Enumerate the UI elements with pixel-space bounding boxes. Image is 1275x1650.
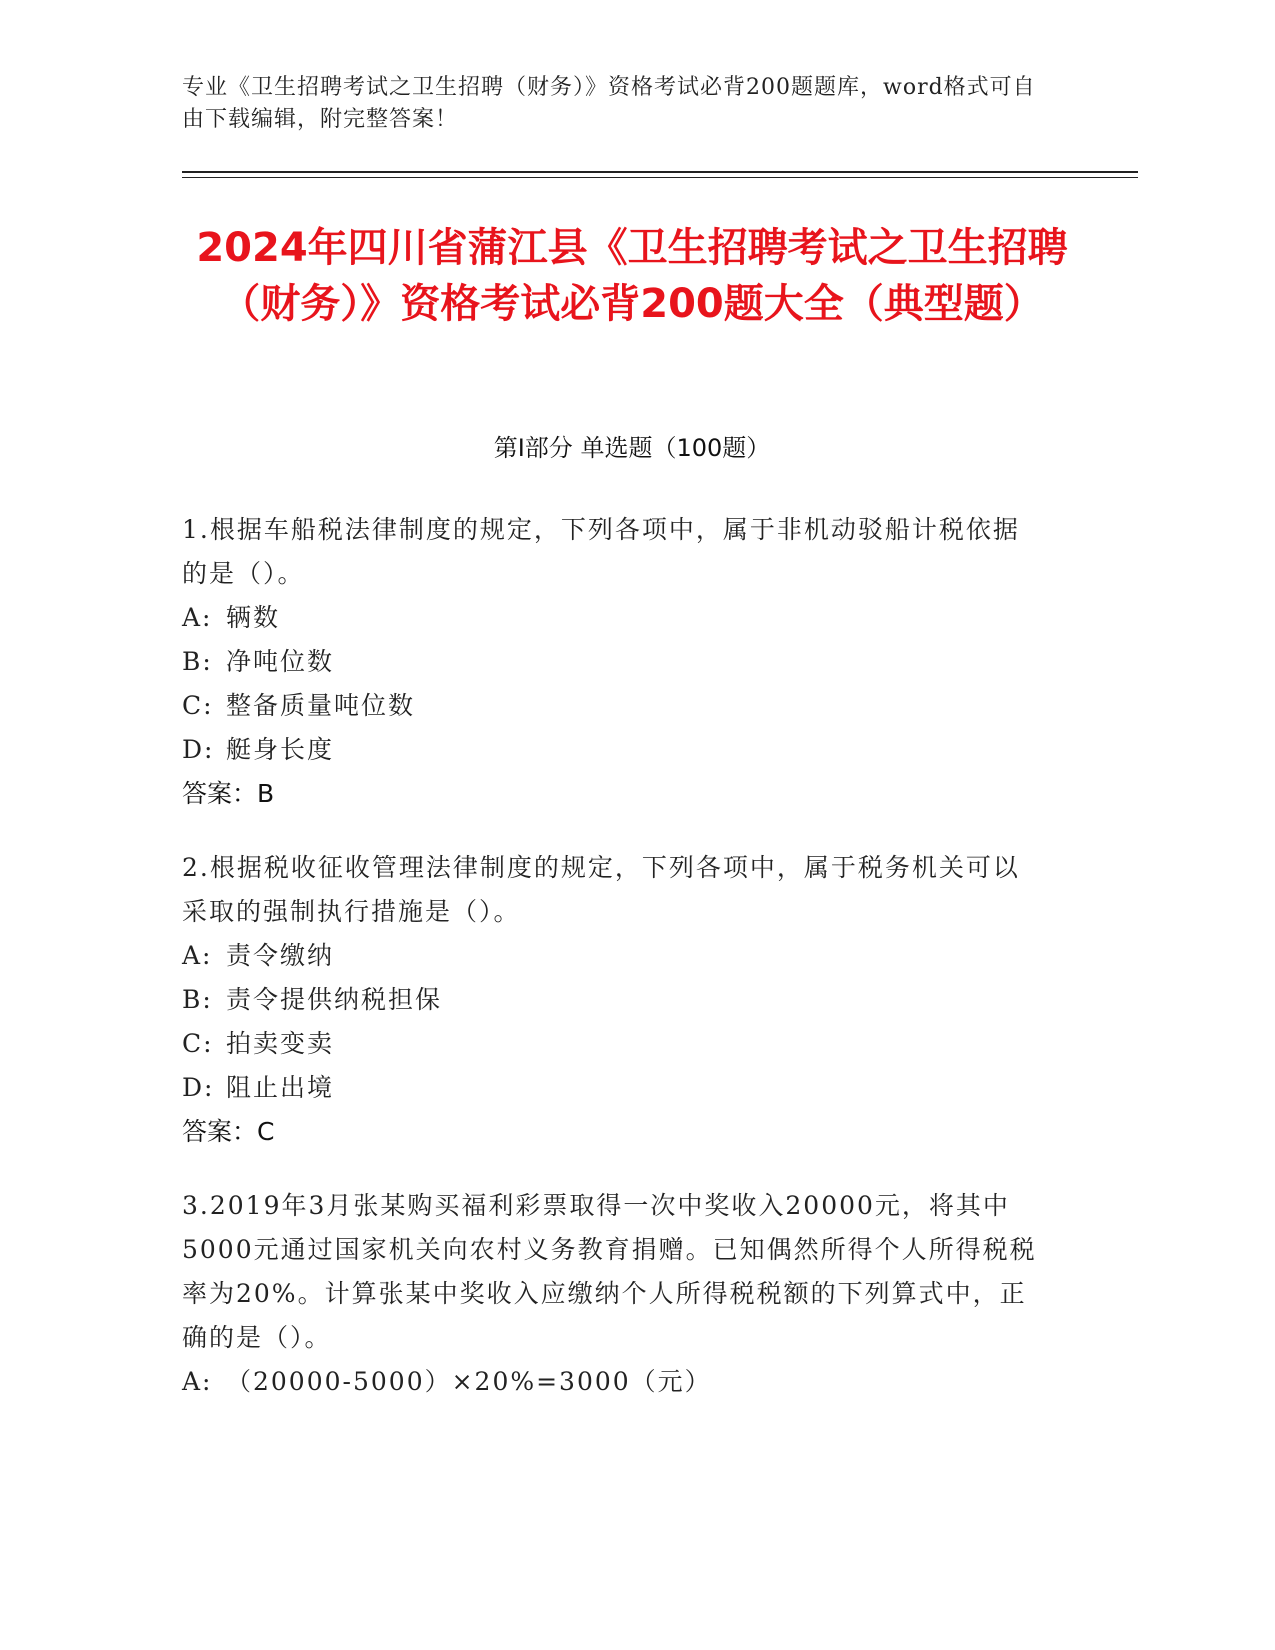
option-text: （20000-5000）×20%=3000（元） <box>226 1367 712 1396</box>
header-note: 专业《卫生招聘考试之卫生招聘（财务）》资格考试必背200题题库，word格式可自由下载编辑，附完整答案！ <box>182 75 1036 132</box>
option-text: 责令缴纳 <box>226 941 335 970</box>
option-letter: B: <box>182 647 213 676</box>
option-text: 辆数 <box>226 603 281 632</box>
answer-line: 答案：B <box>182 779 275 808</box>
option-letter: A: <box>182 603 213 632</box>
option-a <box>182 1360 1042 1404</box>
option-c <box>182 684 1042 728</box>
option-letter: A: <box>182 941 213 970</box>
option-text: 艇身长度 <box>226 735 335 764</box>
question-list <box>182 508 1042 1434</box>
option-text: 净吨位数 <box>226 647 335 676</box>
question-2 <box>182 846 1042 1154</box>
option-d <box>182 1066 1042 1110</box>
option-letter: D: <box>182 735 215 764</box>
section-title: 第I部分 单选题（100题） <box>493 434 771 462</box>
option-letter: D: <box>182 1073 215 1102</box>
option-letter: A: <box>182 1367 213 1396</box>
question-3 <box>182 1184 1042 1404</box>
header-divider-thin <box>182 177 1138 178</box>
question-stem: 3.2019年3月张某购买福利彩票取得一次中奖收入20000元，将其中5000元通过国家机关向农村义务教育捐赠。已知偶然所得个人所得税税率为20%。计算张某中奖收入应缴纳个人所得税税额的下列算式中，正确的是（）。 <box>182 1191 1037 1352</box>
option-text: 拍卖变卖 <box>226 1029 335 1058</box>
option-letter: C: <box>182 691 214 720</box>
option-b <box>182 640 1042 684</box>
question-1 <box>182 508 1042 816</box>
option-d <box>182 728 1042 772</box>
option-c <box>182 1022 1042 1066</box>
question-stem: 1.根据车船税法律制度的规定，下列各项中，属于非机动驳船计税依据的是（）。 <box>182 515 1020 588</box>
document-title: 2024年四川省蒲江县《卫生招聘考试之卫生招聘（财务）》资格考试必背200题大全（典型题） <box>196 225 1068 327</box>
header-divider-thick <box>182 171 1138 173</box>
question-stem: 2.根据税收征收管理法律制度的规定，下列各项中，属于税务机关可以采取的强制执行措施是（）。 <box>182 853 1020 926</box>
option-letter: B: <box>182 985 213 1014</box>
option-a <box>182 934 1042 978</box>
option-letter: C: <box>182 1029 214 1058</box>
option-text: 整备质量吨位数 <box>226 691 416 720</box>
option-text: 责令提供纳税担保 <box>226 985 443 1014</box>
option-text: 阻止出境 <box>226 1073 335 1102</box>
option-b <box>182 978 1042 1022</box>
answer-line: 答案：C <box>182 1117 275 1146</box>
option-a <box>182 596 1042 640</box>
